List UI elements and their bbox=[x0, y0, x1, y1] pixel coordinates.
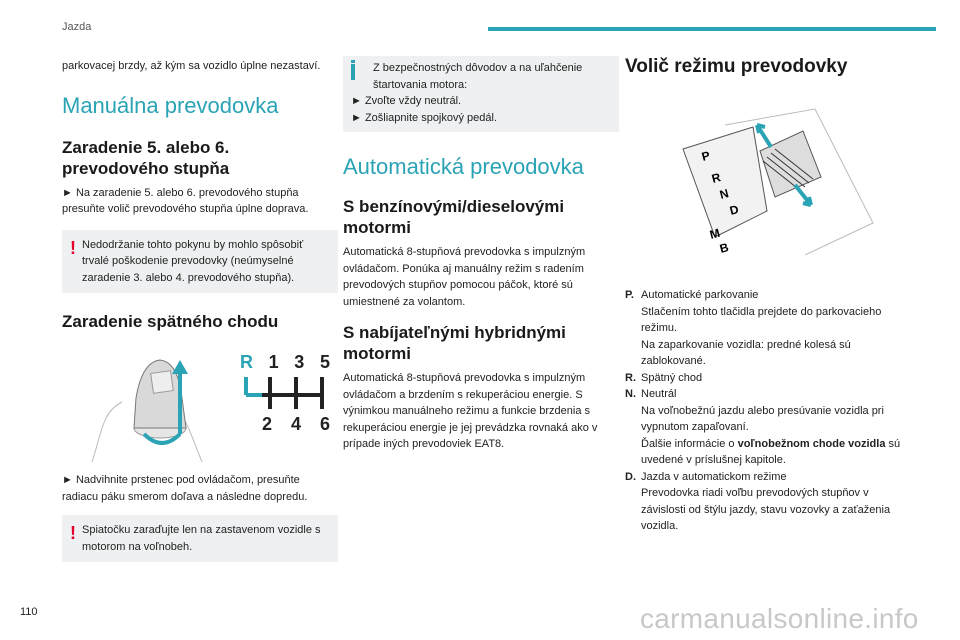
heading-reverse: Zaradenie spätného chodu bbox=[62, 312, 279, 331]
letter-p: P bbox=[700, 148, 712, 164]
info-line-2: ► Zvoľte vždy neutrál. bbox=[351, 95, 462, 107]
mode-item-d bbox=[625, 469, 915, 535]
gear-5: 5 bbox=[319, 352, 330, 372]
mode-text: Na voľnobežnú jazdu alebo presúvanie vozidla pri vypnutom zapaľovaní. bbox=[641, 404, 884, 433]
letter-n: N bbox=[718, 186, 731, 202]
mode-title: Automatické parkovanie bbox=[641, 289, 759, 301]
warning-box-2 bbox=[62, 515, 338, 562]
gear-6: 6 bbox=[319, 414, 330, 434]
mode-title: Jazda v automatickom režime bbox=[641, 470, 787, 483]
info-icon bbox=[351, 64, 355, 80]
mode-title: Neutrál bbox=[641, 388, 677, 400]
info-box bbox=[343, 56, 619, 132]
warning-box-1 bbox=[62, 230, 338, 294]
warning-text-1: Nedodržanie tohto pokynu by mohlo spôsobiť trvalé poškodenie prevodovky (neúmyselné zaradenie 3. alebo 4. prevodového stupňa). bbox=[82, 238, 304, 284]
gear-1: 1 bbox=[268, 352, 279, 372]
letter-d: D bbox=[728, 202, 741, 218]
heading-petrol: S benzínovými/dieselovými motormi bbox=[343, 197, 565, 237]
gear56-text: ► Na zaradenie 5. alebo 6. prevodového stupňa presuňte volič prevodového stupňa úplne doprava. bbox=[62, 186, 309, 215]
gear-pattern-top bbox=[240, 352, 330, 373]
mode-key: P. bbox=[625, 289, 634, 301]
watermark: carmanualsonline.info bbox=[640, 603, 919, 634]
reverse-text: ► Nadvihnite prstenec pod ovládačom, presuňte radiacu páku smerom doľava a následne dopredu. bbox=[62, 474, 308, 503]
page-number: 110 bbox=[20, 606, 38, 618]
selector-illustration bbox=[625, 87, 915, 255]
warning-icon: ! bbox=[70, 523, 76, 543]
mode-item-r bbox=[625, 370, 915, 387]
hybrid-text: Automatická 8-stupňová prevodovka s impulzným ovládačom a brzdením s rekuperáciou energie. S výnimkou manuálneho režimu a funkcie brzdenia s rekuperáciou energie je jej prevádzka rovnaká ako v prípade iných prevodoviek EAT8. bbox=[343, 372, 598, 450]
mode-text: Stlačením tohto tlačidla prejdete do parkovacieho režimu. bbox=[641, 305, 882, 334]
gear-pattern-lines bbox=[240, 373, 330, 409]
intro-text: parkovacej brzdy, až kým sa vozidlo úplne nezastaví. bbox=[62, 60, 321, 72]
letter-b: B bbox=[718, 240, 731, 255]
info-icon-dot bbox=[351, 60, 355, 63]
heading-gear56: Zaradenie 5. alebo 6. prevodového stupňa bbox=[62, 137, 230, 178]
mode-text: Na zaparkovanie vozidla: predné kolesá sú zablokované. bbox=[641, 338, 851, 367]
header-accent-bar bbox=[488, 27, 936, 31]
reverse-illustration bbox=[62, 342, 338, 468]
section-title: Jazda bbox=[62, 21, 92, 33]
mode-key: R. bbox=[625, 371, 636, 384]
heading-selector: Volič režimu prevodovky bbox=[625, 56, 848, 77]
gear-pattern bbox=[240, 352, 330, 435]
letter-r: R bbox=[710, 170, 723, 186]
warning-text-2: Spiatočku zaraďujte len na zastavenom vozidle s motorom na voľnobeh. bbox=[82, 524, 321, 553]
mode-key: N. bbox=[625, 388, 636, 400]
mode-more-info: Ďalšie informácie o voľnobežnom chode vozidla sú uvedené v príslušnej kapitole. bbox=[641, 437, 901, 466]
letter-m: M bbox=[708, 225, 722, 242]
gear-3: 3 bbox=[294, 352, 305, 372]
heading-manual: Manuálna prevodovka bbox=[62, 92, 279, 118]
column-1 bbox=[62, 56, 338, 562]
heading-hybrid: S nabíjateľnými hybridnými motormi bbox=[343, 323, 566, 363]
mode-title: Spätný chod bbox=[641, 371, 703, 384]
gear-r: R bbox=[240, 352, 253, 372]
warning-icon: ! bbox=[70, 237, 76, 258]
gear-pattern-bottom bbox=[240, 414, 330, 435]
gear-selector-illustration bbox=[625, 87, 915, 255]
heading-auto: Automatická prevodovka bbox=[343, 154, 584, 179]
gear-4: 4 bbox=[290, 414, 301, 434]
mode-text: Prevodovka riadi voľbu prevodových stupňov v závislosti od štýlu jazdy, stavu vozovky a zaťaženia vozidla. bbox=[641, 487, 891, 532]
info-line-1: Z bezpečnostných dôvodov a na uľahčenie štartovania motora: bbox=[373, 62, 583, 91]
mode-list bbox=[625, 287, 915, 535]
mode-key: D. bbox=[625, 470, 636, 483]
mode-item-p bbox=[625, 287, 915, 370]
column-3 bbox=[625, 56, 915, 535]
info-line-3: ► Zošliapnite spojkový pedál. bbox=[351, 111, 498, 124]
mode-item-n bbox=[625, 386, 915, 469]
gear-2: 2 bbox=[262, 414, 273, 434]
petrol-text: Automatická 8-stupňová prevodovka s impulzným ovládačom. Ponúka aj manuálny režim s radením prevodových stupňov pomocou páčok, ktoré sú umiestnené za volantom. bbox=[343, 246, 586, 308]
column-2 bbox=[343, 56, 619, 453]
